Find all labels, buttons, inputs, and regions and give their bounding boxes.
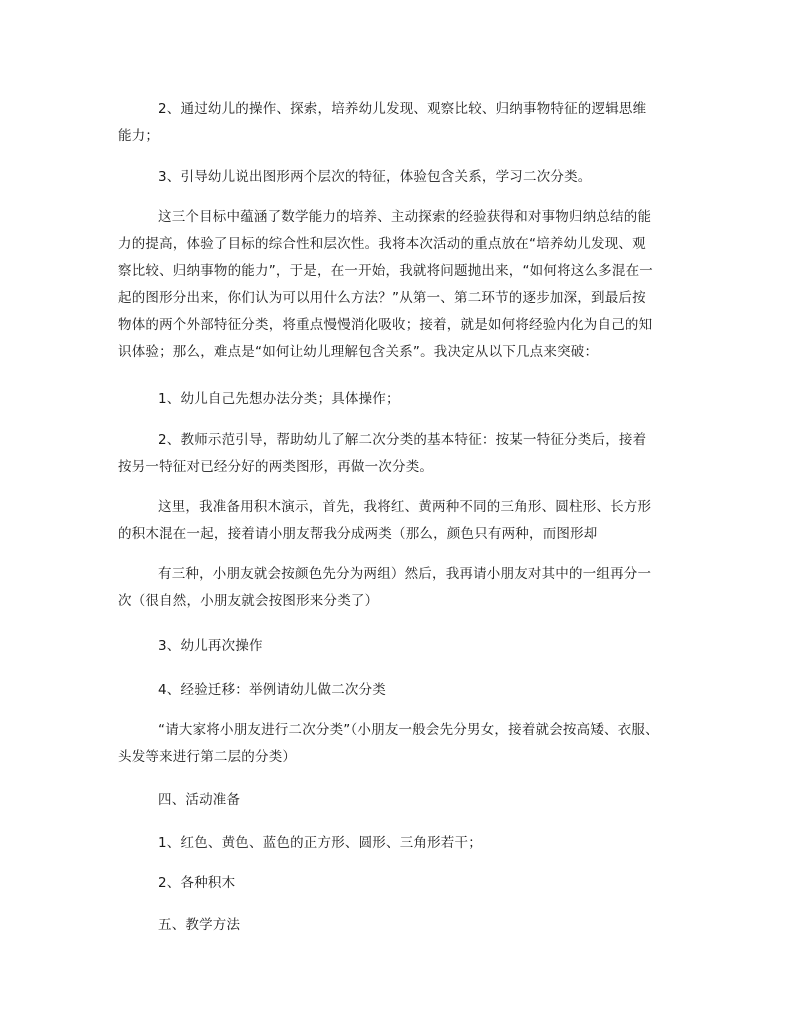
list-item: 3、幼儿再次操作 xyxy=(158,638,263,654)
paragraph-line: 能力； xyxy=(118,128,160,144)
section-heading: 五、教学方法 xyxy=(158,917,241,933)
list-item: 2、教师示范引导，帮助幼儿了解二次分类的基本特征：按某一特征分类后，接着 xyxy=(158,432,647,448)
paragraph-line: “请大家将小朋友进行二次分类”（小朋友一般会先分男女，接着就会按高矮、衣服、 xyxy=(158,722,659,738)
paragraph-line: 次（很自然，小朋友就会按图形来分类了） xyxy=(118,593,379,609)
paragraph-line: 按另一特征对已经分好的两类图形，再做一次分类。 xyxy=(118,459,434,475)
paragraph-line: 起的图形分出来，你们认为可以用什么方法？”从第一、第二环节的逐步加深，到最后按 xyxy=(118,290,646,306)
paragraph-line: 识体验；那么，难点是“如何让幼儿理解包含关系”。我决定从以下几点来突破： xyxy=(118,344,599,360)
paragraph-line: 的积木混在一起，接着请小朋友帮我分成两类（那么，颜色只有两种，而图形却 xyxy=(118,526,598,542)
paragraph-line: 力的提高，体验了目标的综合性和层次性。我将本次活动的重点放在“培养幼儿发现、观 xyxy=(118,236,646,252)
paragraph-line: 头发等来进行第二层的分类） xyxy=(118,749,297,765)
list-item: 2、各种积木 xyxy=(158,875,236,891)
paragraph-line: 3、引导幼儿说出图形两个层次的特征，体验包含关系，学习二次分类。 xyxy=(158,169,592,185)
section-heading: 四、活动准备 xyxy=(158,792,241,808)
paragraph-line: 有三种，小朋友就会按颜色先分为两组）然后，我再请小朋友对其中的一组再分一 xyxy=(158,566,652,582)
list-item: 4、经验迁移：举例请幼儿做二次分类 xyxy=(158,682,386,698)
list-item: 1、幼儿自己先想办法分类；具体操作； xyxy=(158,391,400,407)
paragraph-line: 物体的两个外部特征分类，将重点慢慢消化吸收；接着，就是如何将经验内化为自己的知 xyxy=(118,317,653,333)
paragraph-line: 察比较、归纳事物的能力”，于是，在一开始，我就将问题抛出来，“如何将这么多混在一 xyxy=(118,263,653,279)
list-item: 1、红色、黄色、蓝色的正方形、圆形、三角形若干； xyxy=(158,835,482,851)
paragraph-line: 2、通过幼儿的操作、探索，培养幼儿发现、观察比较、归纳事物特征的逻辑思维 xyxy=(158,101,647,117)
paragraph-line: 这三个目标中蕴涵了数学能力的培养、主动探索的经验获得和对事物归纳总结的能 xyxy=(158,209,652,225)
paragraph-line: 这里，我准备用积木演示，首先，我将红、黄两种不同的三角形、圆柱形、长方形 xyxy=(158,499,652,515)
